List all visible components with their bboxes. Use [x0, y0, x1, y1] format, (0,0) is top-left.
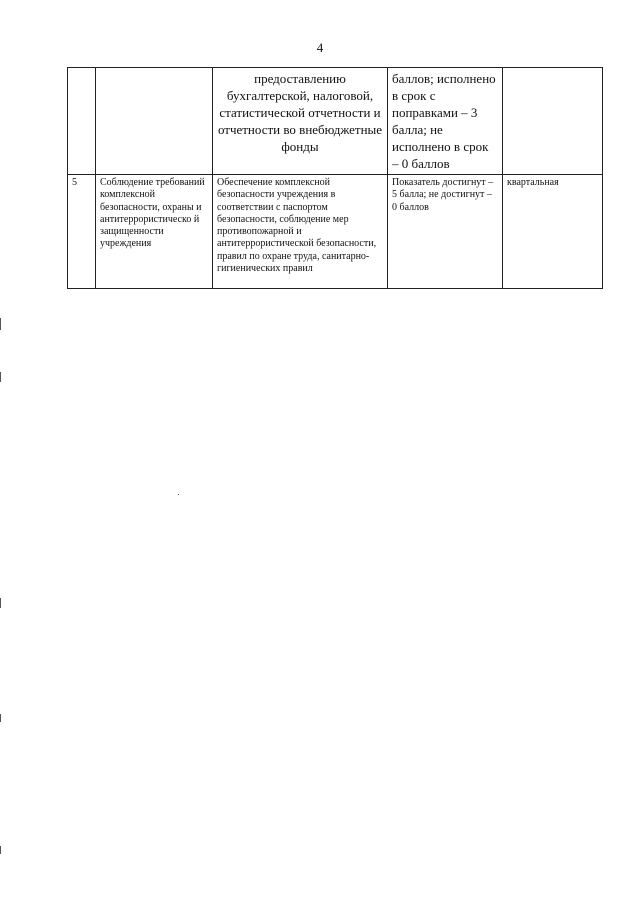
criterion-cell: Соблюдение требований комплексной безопасности, охраны и антитеррористическо й защищенности учреждения [96, 175, 213, 289]
criteria-table [67, 67, 603, 289]
evaluation-cell: баллов; исполнено в срок с поправками – 3 балла; не исполнено в срок – 0 баллов [388, 68, 503, 175]
scan-mark [0, 318, 1, 330]
scan-mark [178, 494, 179, 495]
period-cell: квартальная [503, 175, 603, 289]
period-cell [503, 68, 603, 175]
scan-mark [0, 372, 1, 382]
table-row [68, 68, 603, 175]
evaluation-cell: Показатель достигнут – 5 балла; не достигнут – 0 баллов [388, 175, 503, 289]
scan-mark [0, 846, 1, 854]
scan-mark [0, 714, 1, 722]
page-number: 4 [316, 40, 324, 55]
row-number-cell [68, 68, 96, 175]
scan-mark [0, 598, 1, 608]
description-cell: предоставлению бухгалтерской, налоговой, статистической отчетности и отчетности во внебюджетные фонды [213, 68, 388, 175]
row-number-cell: 5 [68, 175, 96, 289]
table-row [68, 175, 603, 289]
criterion-cell [96, 68, 213, 175]
description-cell: Обеспечение комплексной безопасности учреждения в соответствии с паспортом безопасности, соблюдение мер противопожарной и антитеррористической безопасности, правил по охране труда, санитарно-гигиенических правил [213, 175, 388, 289]
